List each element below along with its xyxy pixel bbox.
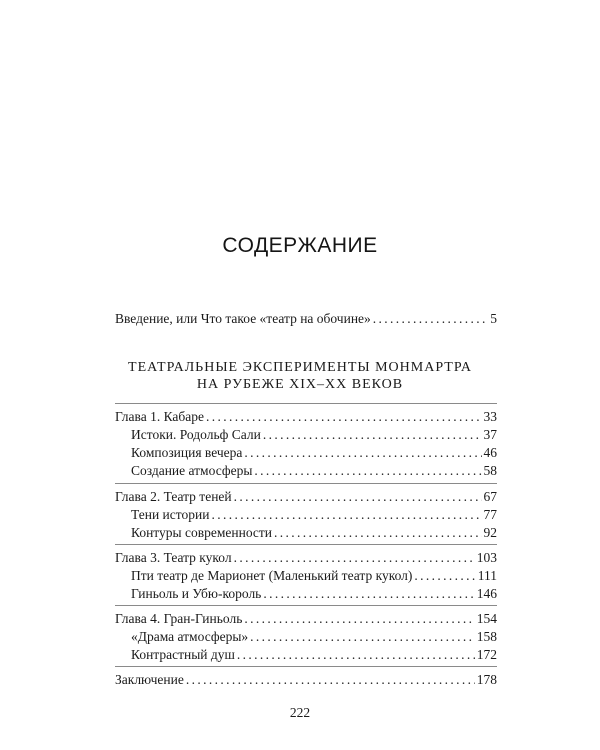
section-heading-line1: ТЕАТРАЛЬНЫЕ ЭКСПЕРИМЕНТЫ МОНМАРТРА [128, 360, 472, 375]
toc-entry-intro [115, 310, 497, 328]
toc-entry-page: 158 [476, 629, 497, 644]
toc-entry-label: Гиньоль и Убю-король [131, 586, 262, 601]
toc-entry-label: Глава 3. Театр кукол [115, 550, 232, 565]
dot-leader [244, 610, 474, 628]
toc-entry-conclusion [115, 671, 497, 689]
toc-entry-chapter-2 [115, 488, 497, 506]
toc-entry-label: Контрастный душ [131, 647, 235, 662]
separator-rule [115, 403, 497, 404]
toc-entry-page: 5 [490, 311, 497, 326]
dot-leader [263, 426, 482, 444]
toc-entry-page: 172 [476, 647, 497, 662]
toc-subentry [131, 426, 497, 444]
toc-entry-chapter-4 [115, 610, 497, 628]
dot-leader [373, 310, 488, 328]
toc-entry-page: 103 [476, 550, 497, 565]
dot-leader [263, 585, 474, 603]
page-number: 222 [289, 705, 311, 720]
separator-rule [115, 666, 497, 667]
dot-leader [206, 408, 481, 426]
toc-subentry [131, 646, 497, 664]
dot-leader [234, 488, 482, 506]
separator-rule [115, 483, 497, 484]
separator-rule [115, 605, 497, 606]
toc-entry-page: 67 [483, 489, 497, 504]
dot-leader [250, 628, 475, 646]
toc-entry-label: Заключение [115, 672, 184, 687]
toc-entry-chapter-1 [115, 408, 497, 426]
toc-entry-page: 178 [476, 672, 497, 687]
toc-entry-label: Глава 2. Театр теней [115, 489, 232, 504]
toc-subentry [131, 585, 497, 603]
toc-entry-label: Контуры современности [131, 525, 273, 540]
dot-leader [414, 567, 475, 585]
toc-entry-label: Пти театр де Марионет (Маленький театр кукол) [131, 568, 413, 583]
toc-entry-page: 146 [476, 586, 497, 601]
toc-subentry [131, 524, 497, 542]
dot-leader [244, 444, 481, 462]
toc-entry-label: Тени истории [131, 507, 210, 522]
toc-entry-label: Создание атмосферы [131, 463, 253, 478]
toc-entry-page: 33 [483, 409, 497, 424]
toc-subentry [131, 506, 497, 524]
toc-entry-label: Истоки. Родольф Сали [131, 427, 261, 442]
toc-entry-page: 111 [477, 568, 497, 583]
toc-entry-label: Глава 4. Гран-Гиньоль [115, 611, 243, 626]
dot-leader [234, 549, 475, 567]
dot-leader [186, 671, 475, 689]
toc-entry-label: Введение, или Что такое «театр на обочине» [115, 311, 371, 326]
toc-entry-page: 92 [483, 525, 497, 540]
toc-entry-page: 46 [483, 445, 497, 460]
dot-leader [237, 646, 475, 664]
toc-entry-page: 154 [476, 611, 497, 626]
section-heading-line2: НА РУБЕЖЕ XIX–XX ВЕКОВ [196, 377, 404, 392]
dot-leader [274, 524, 481, 542]
page-title: СОДЕРЖАНИЕ [222, 234, 378, 257]
toc-subentry [131, 444, 497, 462]
toc-entry-label: Композиция вечера [131, 445, 243, 460]
dot-leader [254, 462, 481, 480]
dot-leader [211, 506, 481, 524]
toc-entry-page: 37 [483, 427, 497, 442]
separator-rule [115, 544, 497, 545]
toc-entry-page: 58 [483, 463, 497, 478]
toc-subentry [131, 462, 497, 480]
toc-entry-label: «Драма атмосферы» [131, 629, 249, 644]
toc-subentry [131, 628, 497, 646]
toc-entry-page: 77 [483, 507, 497, 522]
toc-entry-chapter-3 [115, 549, 497, 567]
toc-entry-label: Глава 1. Кабаре [115, 409, 205, 424]
toc-subentry [131, 567, 497, 585]
